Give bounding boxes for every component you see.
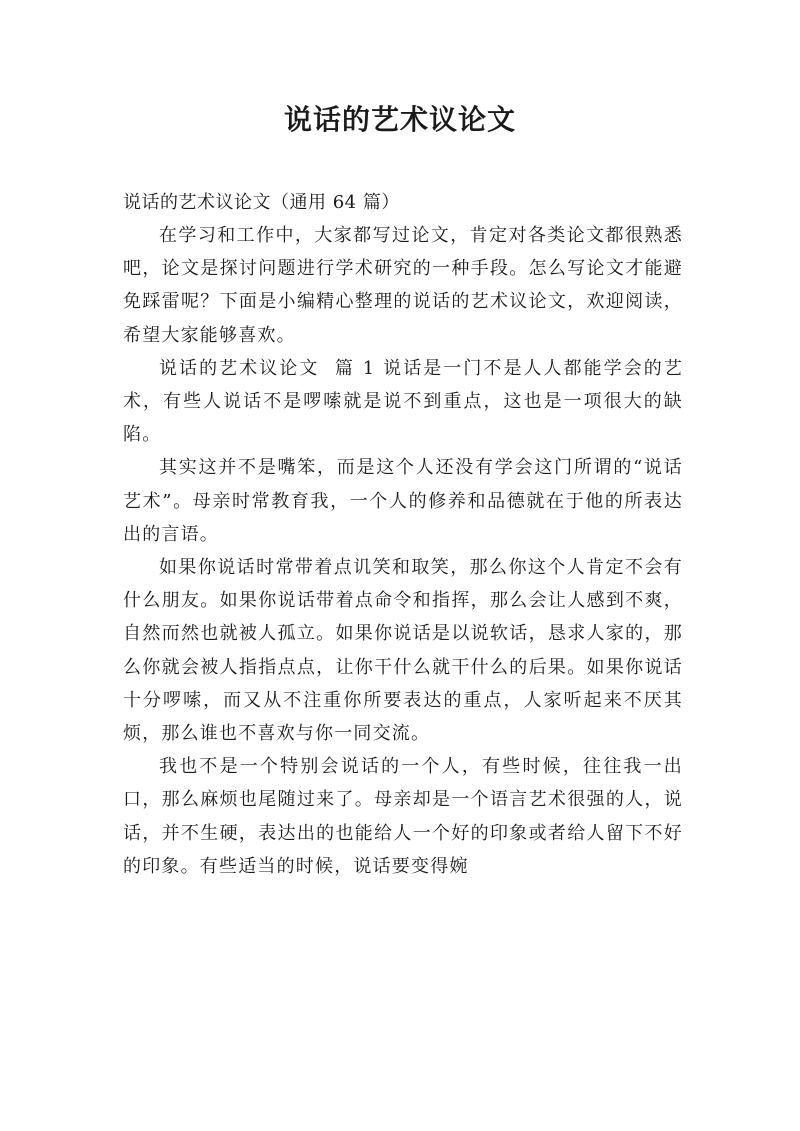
body-paragraph: 我也不是一个特别会说话的一个人，有些时候，往往我一出口，那么麻烦也尾随过来了。母亲却是一个语言艺术很强的人，说话，并不生硬，表达出的也能给人一个好的印象或者给人留下不好的印象。有些适当的时候，说话要变得婉 bbox=[123, 756, 683, 877]
body-paragraph: 如果你说话时常带着点讥笑和取笑，那么你这个人肯定不会有什么朋友。如果你说话带着点命令和指挥，那么会让人感到不爽，自然而然也就被人孤立。如果你说话是以说软话，恳求人家的，那么你就会被人指指点点，让你干什么就干什么的后果。如果你说话十分啰嗦，而又从不注重你所要表达的重点，人家听起来不厌其烦，那么谁也不喜欢与你一同交流。 bbox=[123, 557, 683, 745]
document-subtitle: 说话的艺术议论文（通用 64 篇） bbox=[123, 192, 400, 213]
section-heading: 说话的艺术议论文 篇 1 bbox=[159, 357, 376, 379]
section-1-paragraph bbox=[123, 352, 683, 452]
document-body bbox=[123, 186, 683, 883]
document-title: 说话的艺术议论文 bbox=[283, 103, 516, 136]
section-gap bbox=[375, 358, 383, 379]
body-paragraph: 其实这并不是嘴笨，而是这个人还没有学会这门所谓的“说话艺术”。母亲时常教育我，一个人的修养和品德就在于他的所表达出的言语。 bbox=[123, 457, 683, 545]
section-first-text: 说话是一门不是人人都能学会的艺术，有些人说话不是啰嗦就是说不到重点，这也是一项很大的缺陷。 bbox=[123, 357, 684, 446]
intro-paragraph: 在学习和工作中，大家都写过论文，肯定对各类论文都很熟悉吧，论文是探讨问题进行学术研究的一种手段。怎么写论文才能避免踩雷呢？下面是小编精心整理的说话的艺术议论文，欢迎阅读，希望大家能够喜欢。 bbox=[123, 225, 683, 346]
